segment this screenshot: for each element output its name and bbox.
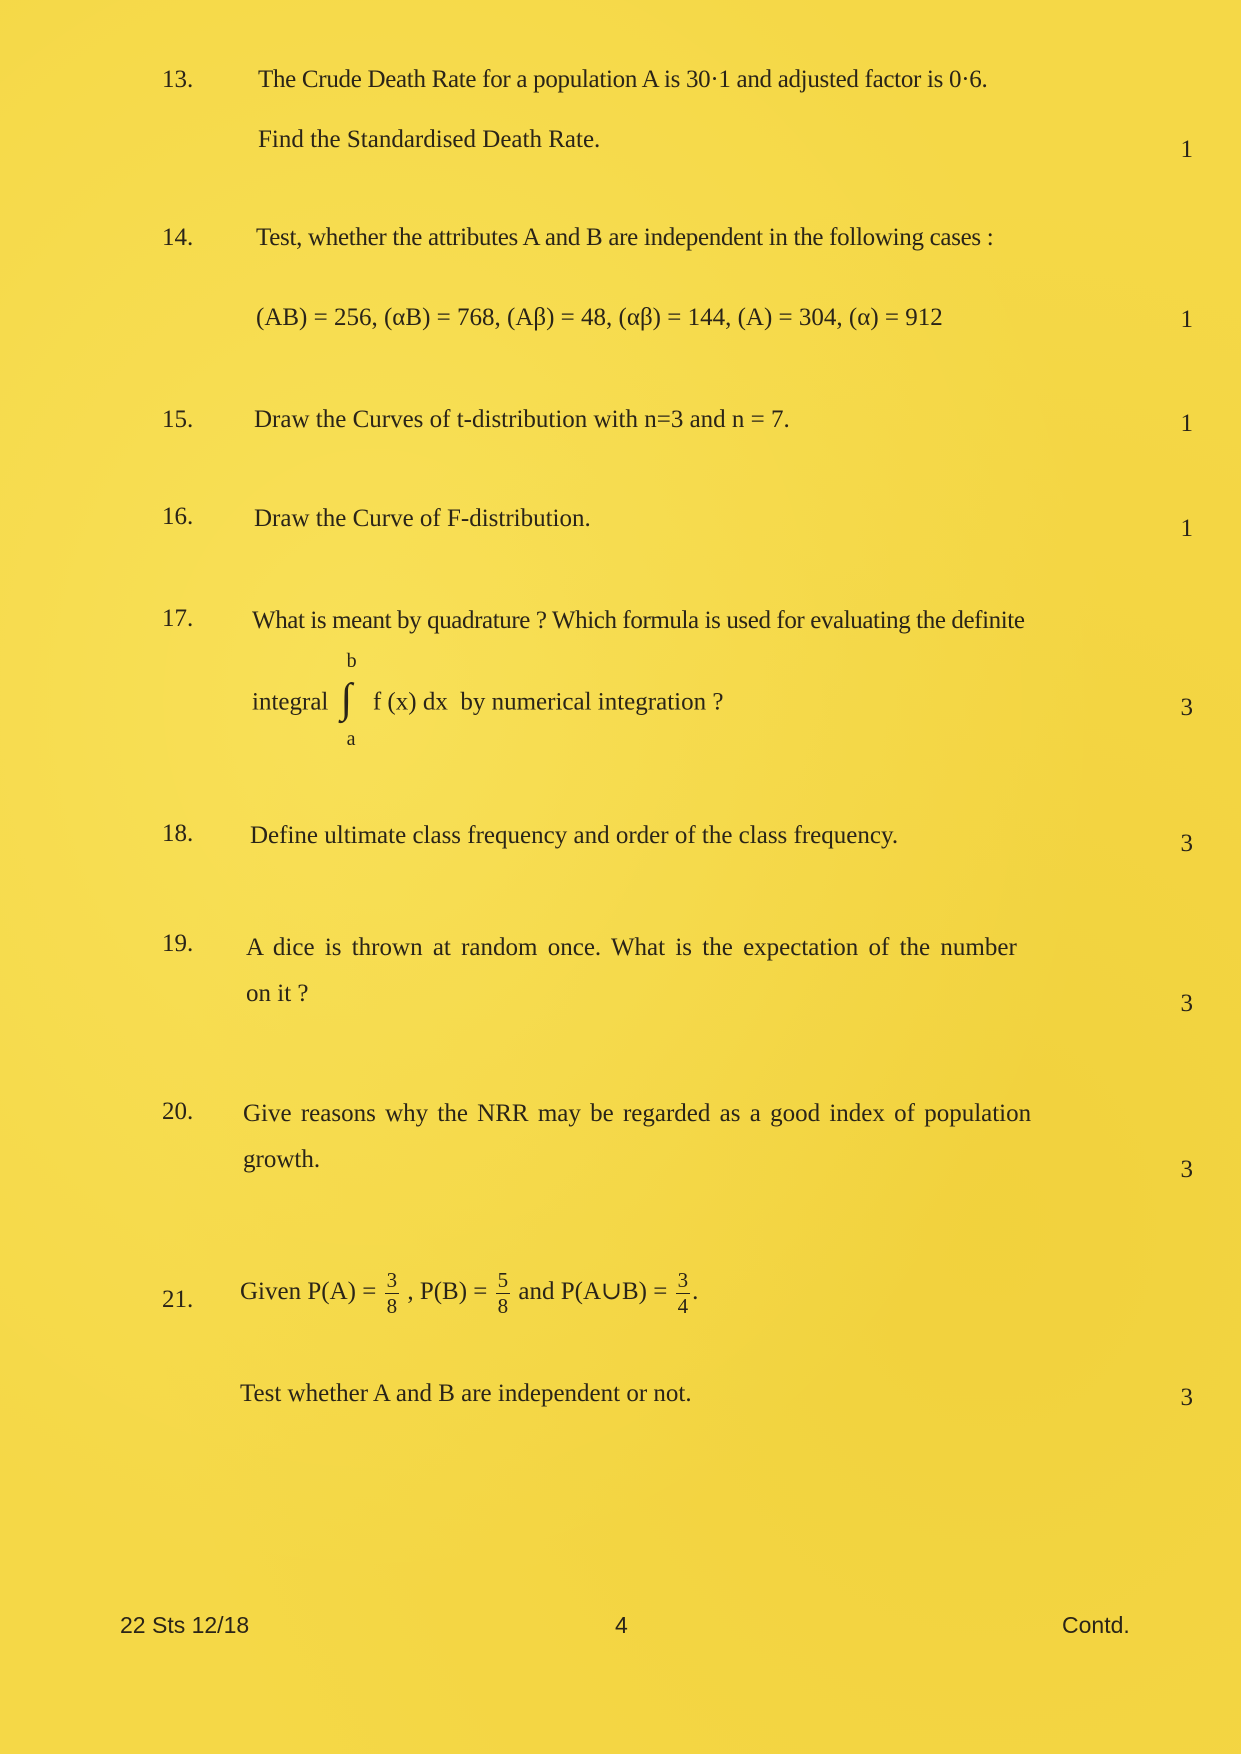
pu-label: and P(A∪B) =: [518, 1278, 668, 1306]
integral-lower-limit: a: [346, 728, 356, 750]
question-marks: 3: [1180, 830, 1193, 857]
integral-line: [252, 650, 724, 750]
page-number: 4: [615, 1612, 628, 1638]
question-text-line: Draw the Curves of t-distribution with n=3 and n = 7.: [254, 406, 790, 433]
integral-suffix: by numerical integration ?: [460, 688, 724, 716]
question-marks: 1: [1180, 515, 1193, 542]
question-marks: 3: [1180, 694, 1193, 721]
question-number: 14.: [162, 224, 194, 251]
question-text-line: Test, whether the attributes A and B are independent in the following cases :: [256, 224, 994, 251]
integral-symbol: ∫: [340, 676, 353, 722]
question-text-line: growth.: [243, 1146, 321, 1173]
question-marks: 3: [1180, 1156, 1193, 1183]
pu-fraction: [676, 1270, 691, 1317]
integrand: f (x) dx: [372, 688, 448, 716]
question-text-line: A dice is thrown at random once. What is the expectation of the number: [246, 934, 1017, 961]
fraction-numerator: 3: [677, 1268, 689, 1292]
contd-label: Contd.: [1062, 1612, 1130, 1638]
question-number: 21.: [162, 1286, 194, 1313]
integral-prefix: integral: [252, 688, 329, 716]
question-text-line: on it ?: [246, 980, 309, 1007]
paper-code: 22 Sts 12/18: [120, 1612, 250, 1638]
integral-sign: [340, 650, 363, 750]
fraction-denominator: 4: [677, 1294, 689, 1318]
question-text-line: What is meant by quadrature ? Which formula is used for evaluating the definite: [252, 607, 1025, 634]
pa-label: P(A) =: [307, 1278, 377, 1306]
question-number: 20.: [162, 1098, 194, 1125]
question-number: 19.: [162, 930, 194, 957]
question-number: 15.: [162, 406, 194, 433]
pb-fraction: [496, 1270, 511, 1317]
question-text-line: Test whether A and B are independent or not.: [240, 1380, 692, 1407]
probability-given-line: [240, 1270, 698, 1317]
question-marks: 3: [1180, 1384, 1193, 1411]
question-text-line: Give reasons why the NRR may be regarded as a good index of population: [243, 1100, 1032, 1127]
question-number: 17.: [162, 605, 194, 632]
fraction-denominator: 8: [386, 1294, 398, 1318]
given-prefix: Given: [240, 1278, 302, 1306]
pb-label: , P(B) =: [407, 1278, 488, 1306]
question-number: 16.: [162, 503, 194, 530]
pa-fraction: [385, 1270, 400, 1317]
fraction-denominator: 8: [497, 1294, 509, 1318]
question-marks: 1: [1180, 410, 1193, 437]
question-number: 13.: [162, 66, 194, 93]
fraction-numerator: 3: [386, 1268, 398, 1292]
question-number: 18.: [162, 820, 194, 847]
fraction-numerator: 5: [497, 1268, 509, 1292]
question-marks: 1: [1180, 136, 1193, 163]
integral-upper-limit: b: [346, 650, 357, 672]
attribute-frequencies: (AB) = 256, (αB) = 768, (Aβ) = 48, (αβ) = 144, (A) = 304, (α) = 912: [256, 304, 943, 331]
question-text-line: The Crude Death Rate for a population A is 30·1 and adjusted factor is 0·6.: [258, 66, 988, 93]
question-marks: 1: [1180, 306, 1193, 333]
question-text-line: Define ultimate class frequency and order of the class frequency.: [250, 822, 899, 849]
question-marks: 3: [1180, 990, 1193, 1017]
question-text-line: Draw the Curve of F-distribution.: [254, 505, 591, 532]
question-text-line: Find the Standardised Death Rate.: [258, 126, 601, 153]
given-end: .: [692, 1278, 699, 1306]
